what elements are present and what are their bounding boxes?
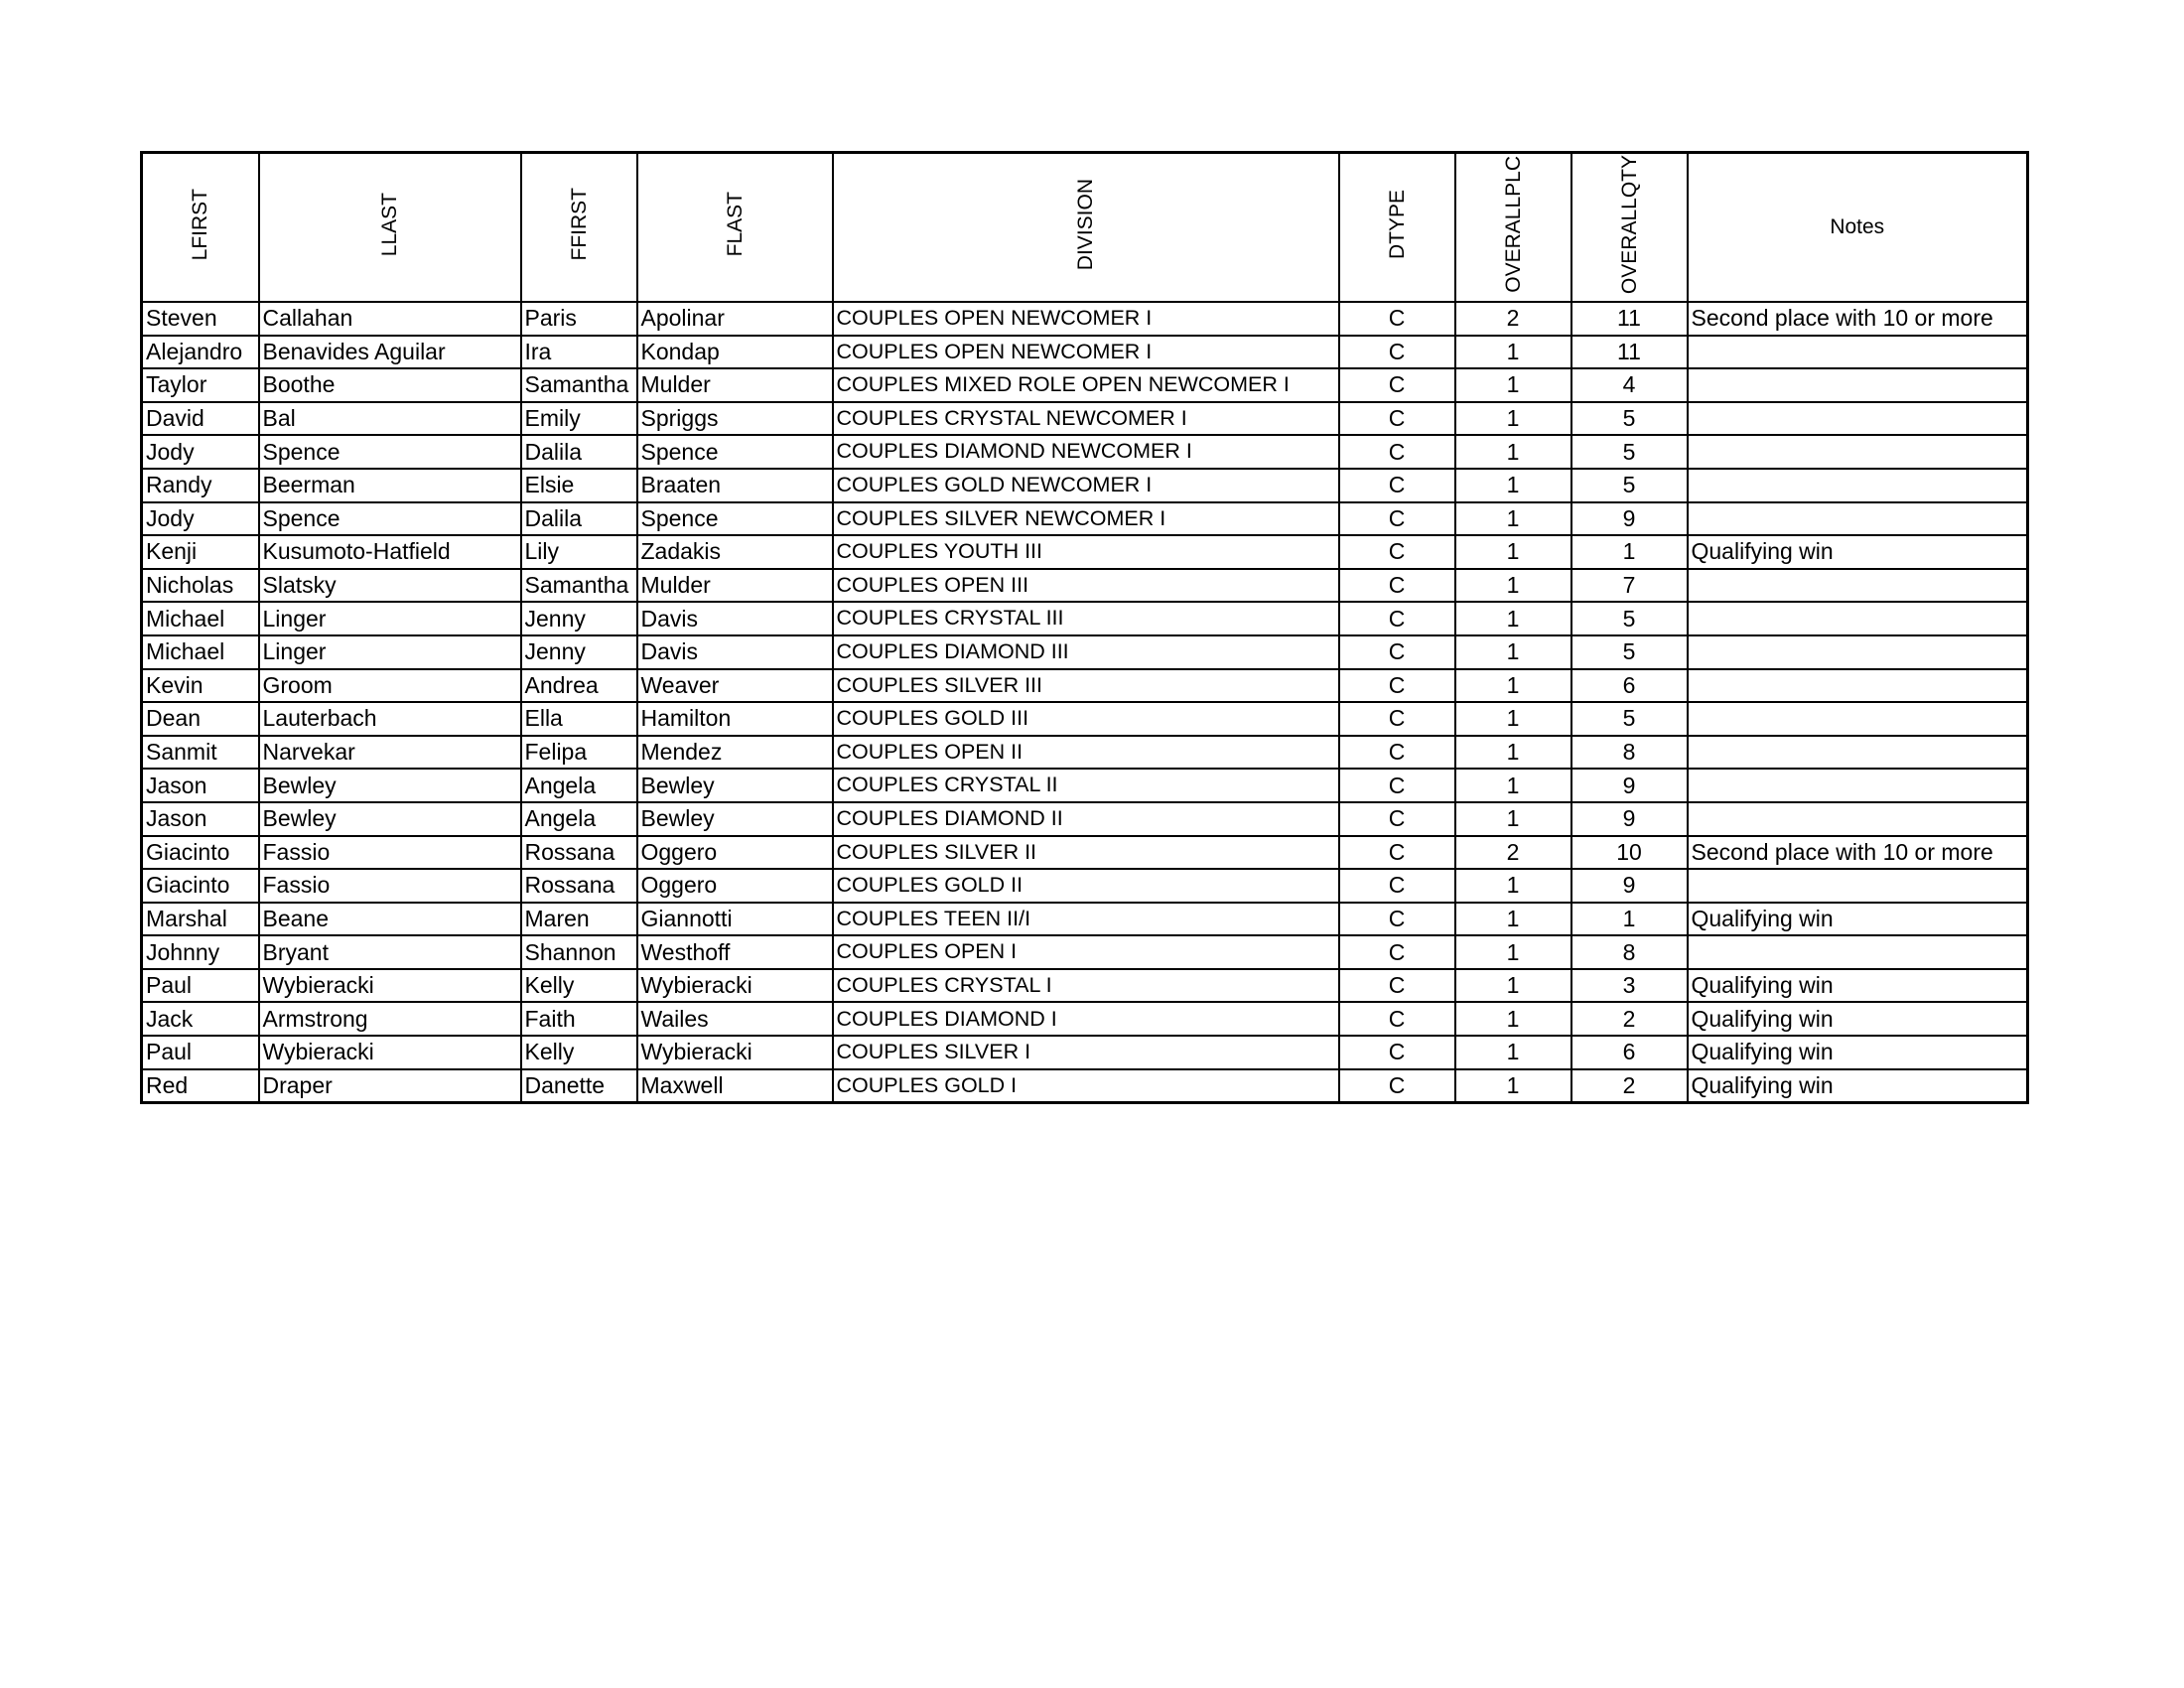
- cell-overallqty: 5: [1571, 402, 1688, 436]
- cell-overallqty: 1: [1571, 903, 1688, 936]
- cell-notes: [1688, 736, 2028, 770]
- cell-ffirst: Ella: [521, 702, 637, 736]
- cell-flast: Wybieracki: [637, 1036, 833, 1069]
- cell-overallplc: 1: [1455, 669, 1571, 703]
- cell-overallplc: 1: [1455, 1002, 1571, 1036]
- cell-lfirst: Jody: [142, 502, 259, 536]
- cell-overallplc: 1: [1455, 702, 1571, 736]
- cell-overallplc: 1: [1455, 402, 1571, 436]
- cell-division: COUPLES CRYSTAL III: [833, 602, 1339, 635]
- cell-llast: Fassio: [259, 869, 521, 903]
- cell-overallplc: 1: [1455, 602, 1571, 635]
- cell-dtype: C: [1339, 969, 1455, 1003]
- header-dtype: DTYPE: [1339, 153, 1455, 303]
- cell-overallplc: 1: [1455, 969, 1571, 1003]
- cell-lfirst: Paul: [142, 1036, 259, 1069]
- cell-flast: Oggero: [637, 869, 833, 903]
- cell-dtype: C: [1339, 569, 1455, 603]
- table-row: [142, 602, 2028, 635]
- cell-flast: Mulder: [637, 569, 833, 603]
- cell-flast: Giannotti: [637, 903, 833, 936]
- cell-lfirst: Randy: [142, 469, 259, 502]
- cell-lfirst: Giacinto: [142, 836, 259, 870]
- cell-flast: Bewley: [637, 802, 833, 836]
- table-row: [142, 402, 2028, 436]
- cell-division: COUPLES OPEN III: [833, 569, 1339, 603]
- cell-division: COUPLES CRYSTAL NEWCOMER I: [833, 402, 1339, 436]
- cell-overallqty: 1: [1571, 535, 1688, 569]
- cell-lfirst: Paul: [142, 969, 259, 1003]
- cell-flast: Wailes: [637, 1002, 833, 1036]
- cell-flast: Wybieracki: [637, 969, 833, 1003]
- cell-ffirst: Samantha: [521, 368, 637, 402]
- table-row: [142, 502, 2028, 536]
- cell-ffirst: Kelly: [521, 1036, 637, 1069]
- cell-division: COUPLES SILVER III: [833, 669, 1339, 703]
- table-row: [142, 836, 2028, 870]
- table-row: [142, 935, 2028, 969]
- cell-lfirst: Michael: [142, 635, 259, 669]
- cell-overallplc: 1: [1455, 435, 1571, 469]
- cell-llast: Wybieracki: [259, 969, 521, 1003]
- cell-notes: Qualifying win: [1688, 1069, 2028, 1103]
- cell-ffirst: Paris: [521, 302, 637, 336]
- cell-lfirst: Alejandro: [142, 336, 259, 369]
- cell-division: COUPLES SILVER NEWCOMER I: [833, 502, 1339, 536]
- cell-overallplc: 2: [1455, 836, 1571, 870]
- cell-overallplc: 1: [1455, 1069, 1571, 1103]
- cell-notes: Qualifying win: [1688, 1002, 2028, 1036]
- cell-division: COUPLES OPEN II: [833, 736, 1339, 770]
- cell-llast: Beane: [259, 903, 521, 936]
- cell-llast: Spence: [259, 502, 521, 536]
- cell-dtype: C: [1339, 669, 1455, 703]
- cell-overallqty: 11: [1571, 302, 1688, 336]
- cell-division: COUPLES OPEN I: [833, 935, 1339, 969]
- cell-overallqty: 3: [1571, 969, 1688, 1003]
- cell-overallqty: 11: [1571, 336, 1688, 369]
- table-row: [142, 635, 2028, 669]
- cell-overallqty: 6: [1571, 669, 1688, 703]
- table-row: [142, 1002, 2028, 1036]
- cell-flast: Mulder: [637, 368, 833, 402]
- table-row: [142, 736, 2028, 770]
- cell-ffirst: Samantha: [521, 569, 637, 603]
- cell-overallqty: 5: [1571, 435, 1688, 469]
- cell-overallplc: 1: [1455, 903, 1571, 936]
- cell-lfirst: Michael: [142, 602, 259, 635]
- cell-lfirst: Jack: [142, 1002, 259, 1036]
- table-row: [142, 435, 2028, 469]
- cell-llast: Narvekar: [259, 736, 521, 770]
- table-row: [142, 368, 2028, 402]
- cell-llast: Boothe: [259, 368, 521, 402]
- cell-ffirst: Lily: [521, 535, 637, 569]
- cell-notes: [1688, 569, 2028, 603]
- cell-notes: Qualifying win: [1688, 535, 2028, 569]
- cell-flast: Weaver: [637, 669, 833, 703]
- cell-division: COUPLES YOUTH III: [833, 535, 1339, 569]
- cell-flast: Spriggs: [637, 402, 833, 436]
- cell-dtype: C: [1339, 535, 1455, 569]
- cell-notes: [1688, 635, 2028, 669]
- cell-overallqty: 8: [1571, 935, 1688, 969]
- table-row: [142, 802, 2028, 836]
- cell-dtype: C: [1339, 1036, 1455, 1069]
- cell-overallplc: 1: [1455, 368, 1571, 402]
- header-overallqty: OVERALLQTY: [1571, 153, 1688, 303]
- cell-ffirst: Faith: [521, 1002, 637, 1036]
- cell-ffirst: Elsie: [521, 469, 637, 502]
- table-body: [142, 302, 2028, 1103]
- cell-overallqty: 5: [1571, 702, 1688, 736]
- cell-llast: Benavides Aguilar: [259, 336, 521, 369]
- cell-llast: Spence: [259, 435, 521, 469]
- cell-division: COUPLES CRYSTAL II: [833, 769, 1339, 802]
- cell-flast: Spence: [637, 502, 833, 536]
- header-ffirst: FFIRST: [521, 153, 637, 303]
- cell-ffirst: Rossana: [521, 836, 637, 870]
- cell-overallqty: 5: [1571, 469, 1688, 502]
- cell-dtype: C: [1339, 469, 1455, 502]
- header-division: DIVISION: [833, 153, 1339, 303]
- cell-overallqty: 5: [1571, 635, 1688, 669]
- cell-flast: Bewley: [637, 769, 833, 802]
- cell-llast: Kusumoto-Hatfield: [259, 535, 521, 569]
- cell-overallplc: 1: [1455, 569, 1571, 603]
- table-row: [142, 702, 2028, 736]
- cell-llast: Bewley: [259, 802, 521, 836]
- cell-notes: [1688, 669, 2028, 703]
- cell-lfirst: Jody: [142, 435, 259, 469]
- header-row: [142, 153, 2028, 303]
- cell-lfirst: Giacinto: [142, 869, 259, 903]
- cell-ffirst: Felipa: [521, 736, 637, 770]
- cell-dtype: C: [1339, 836, 1455, 870]
- cell-dtype: C: [1339, 903, 1455, 936]
- cell-overallplc: 1: [1455, 502, 1571, 536]
- cell-llast: Wybieracki: [259, 1036, 521, 1069]
- cell-dtype: C: [1339, 502, 1455, 536]
- cell-overallqty: 10: [1571, 836, 1688, 870]
- cell-ffirst: Emily: [521, 402, 637, 436]
- cell-lfirst: Red: [142, 1069, 259, 1103]
- table-row: [142, 469, 2028, 502]
- cell-overallplc: 1: [1455, 769, 1571, 802]
- cell-dtype: C: [1339, 368, 1455, 402]
- cell-ffirst: Maren: [521, 903, 637, 936]
- cell-overallplc: 1: [1455, 802, 1571, 836]
- header-flast: FLAST: [637, 153, 833, 303]
- cell-llast: Linger: [259, 602, 521, 635]
- cell-lfirst: Jason: [142, 802, 259, 836]
- header-llast: LLAST: [259, 153, 521, 303]
- cell-overallplc: 1: [1455, 535, 1571, 569]
- cell-overallqty: 9: [1571, 502, 1688, 536]
- cell-overallplc: 1: [1455, 869, 1571, 903]
- cell-notes: Qualifying win: [1688, 1036, 2028, 1069]
- header-lfirst: LFIRST: [142, 153, 259, 303]
- cell-ffirst: Dalila: [521, 435, 637, 469]
- cell-dtype: C: [1339, 736, 1455, 770]
- cell-notes: [1688, 402, 2028, 436]
- cell-overallqty: 5: [1571, 602, 1688, 635]
- cell-dtype: C: [1339, 635, 1455, 669]
- cell-lfirst: Sanmit: [142, 736, 259, 770]
- cell-flast: Kondap: [637, 336, 833, 369]
- table-header: [142, 153, 2028, 303]
- cell-division: COUPLES GOLD I: [833, 1069, 1339, 1103]
- cell-dtype: C: [1339, 802, 1455, 836]
- results-table: [140, 151, 2029, 1104]
- table-row: [142, 569, 2028, 603]
- cell-dtype: C: [1339, 869, 1455, 903]
- cell-division: COUPLES GOLD II: [833, 869, 1339, 903]
- cell-ffirst: Shannon: [521, 935, 637, 969]
- cell-lfirst: Nicholas: [142, 569, 259, 603]
- cell-ffirst: Ira: [521, 336, 637, 369]
- cell-ffirst: Angela: [521, 769, 637, 802]
- cell-overallqty: 9: [1571, 802, 1688, 836]
- table-row: [142, 1036, 2028, 1069]
- cell-notes: [1688, 435, 2028, 469]
- cell-notes: Second place with 10 or more: [1688, 302, 2028, 336]
- cell-lfirst: Jason: [142, 769, 259, 802]
- cell-ffirst: Jenny: [521, 635, 637, 669]
- cell-overallqty: 9: [1571, 869, 1688, 903]
- cell-dtype: C: [1339, 602, 1455, 635]
- cell-dtype: C: [1339, 302, 1455, 336]
- cell-llast: Armstrong: [259, 1002, 521, 1036]
- cell-notes: [1688, 368, 2028, 402]
- cell-lfirst: Marshal: [142, 903, 259, 936]
- cell-notes: [1688, 502, 2028, 536]
- cell-notes: Second place with 10 or more: [1688, 836, 2028, 870]
- cell-notes: Qualifying win: [1688, 969, 2028, 1003]
- cell-overallplc: 2: [1455, 302, 1571, 336]
- table-row: [142, 969, 2028, 1003]
- cell-overallqty: 4: [1571, 368, 1688, 402]
- cell-flast: Spence: [637, 435, 833, 469]
- cell-division: COUPLES DIAMOND I: [833, 1002, 1339, 1036]
- cell-notes: [1688, 469, 2028, 502]
- cell-overallplc: 1: [1455, 336, 1571, 369]
- cell-overallplc: 1: [1455, 635, 1571, 669]
- cell-lfirst: Steven: [142, 302, 259, 336]
- cell-division: COUPLES GOLD NEWCOMER I: [833, 469, 1339, 502]
- cell-flast: Braaten: [637, 469, 833, 502]
- cell-dtype: C: [1339, 1002, 1455, 1036]
- cell-overallqty: 2: [1571, 1002, 1688, 1036]
- cell-flast: Davis: [637, 602, 833, 635]
- cell-overallqty: 7: [1571, 569, 1688, 603]
- cell-notes: [1688, 336, 2028, 369]
- cell-ffirst: Jenny: [521, 602, 637, 635]
- cell-notes: [1688, 869, 2028, 903]
- cell-llast: Bryant: [259, 935, 521, 969]
- cell-dtype: C: [1339, 769, 1455, 802]
- cell-llast: Bewley: [259, 769, 521, 802]
- cell-overallqty: 2: [1571, 1069, 1688, 1103]
- cell-notes: [1688, 702, 2028, 736]
- cell-division: COUPLES CRYSTAL I: [833, 969, 1339, 1003]
- cell-ffirst: Angela: [521, 802, 637, 836]
- cell-division: COUPLES DIAMOND III: [833, 635, 1339, 669]
- cell-notes: [1688, 602, 2028, 635]
- cell-llast: Callahan: [259, 302, 521, 336]
- cell-division: COUPLES SILVER II: [833, 836, 1339, 870]
- cell-dtype: C: [1339, 402, 1455, 436]
- cell-dtype: C: [1339, 935, 1455, 969]
- cell-overallqty: 6: [1571, 1036, 1688, 1069]
- cell-overallplc: 1: [1455, 935, 1571, 969]
- cell-llast: Lauterbach: [259, 702, 521, 736]
- cell-division: COUPLES OPEN NEWCOMER I: [833, 336, 1339, 369]
- cell-lfirst: Taylor: [142, 368, 259, 402]
- cell-flast: Zadakis: [637, 535, 833, 569]
- cell-llast: Linger: [259, 635, 521, 669]
- table-row: [142, 769, 2028, 802]
- header-notes: Notes: [1688, 153, 2028, 303]
- cell-dtype: C: [1339, 336, 1455, 369]
- cell-overallqty: 8: [1571, 736, 1688, 770]
- cell-llast: Draper: [259, 1069, 521, 1103]
- cell-llast: Groom: [259, 669, 521, 703]
- cell-ffirst: Kelly: [521, 969, 637, 1003]
- cell-division: COUPLES SILVER I: [833, 1036, 1339, 1069]
- table-row: [142, 669, 2028, 703]
- cell-dtype: C: [1339, 1069, 1455, 1103]
- cell-lfirst: David: [142, 402, 259, 436]
- cell-lfirst: Dean: [142, 702, 259, 736]
- cell-division: COUPLES GOLD III: [833, 702, 1339, 736]
- cell-llast: Bal: [259, 402, 521, 436]
- cell-division: COUPLES MIXED ROLE OPEN NEWCOMER I: [833, 368, 1339, 402]
- cell-flast: Maxwell: [637, 1069, 833, 1103]
- cell-ffirst: Danette: [521, 1069, 637, 1103]
- cell-notes: Qualifying win: [1688, 903, 2028, 936]
- cell-division: COUPLES DIAMOND II: [833, 802, 1339, 836]
- table-row: [142, 302, 2028, 336]
- table-row: [142, 1069, 2028, 1103]
- cell-llast: Beerman: [259, 469, 521, 502]
- header-overallplc: OVERALLPLC: [1455, 153, 1571, 303]
- table-row: [142, 336, 2028, 369]
- cell-notes: [1688, 769, 2028, 802]
- table-row: [142, 869, 2028, 903]
- cell-overallqty: 9: [1571, 769, 1688, 802]
- cell-ffirst: Rossana: [521, 869, 637, 903]
- cell-llast: Fassio: [259, 836, 521, 870]
- cell-division: COUPLES OPEN NEWCOMER I: [833, 302, 1339, 336]
- cell-flast: Apolinar: [637, 302, 833, 336]
- cell-division: COUPLES TEEN II/I: [833, 903, 1339, 936]
- cell-flast: Oggero: [637, 836, 833, 870]
- cell-lfirst: Johnny: [142, 935, 259, 969]
- cell-notes: [1688, 802, 2028, 836]
- cell-overallplc: 1: [1455, 1036, 1571, 1069]
- cell-notes: [1688, 935, 2028, 969]
- cell-flast: Mendez: [637, 736, 833, 770]
- cell-lfirst: Kenji: [142, 535, 259, 569]
- cell-overallplc: 1: [1455, 736, 1571, 770]
- cell-ffirst: Andrea: [521, 669, 637, 703]
- cell-llast: Slatsky: [259, 569, 521, 603]
- cell-lfirst: Kevin: [142, 669, 259, 703]
- cell-division: COUPLES DIAMOND NEWCOMER I: [833, 435, 1339, 469]
- cell-dtype: C: [1339, 702, 1455, 736]
- cell-overallplc: 1: [1455, 469, 1571, 502]
- cell-dtype: C: [1339, 435, 1455, 469]
- table-row: [142, 535, 2028, 569]
- table-row: [142, 903, 2028, 936]
- cell-flast: Westhoff: [637, 935, 833, 969]
- cell-flast: Hamilton: [637, 702, 833, 736]
- cell-flast: Davis: [637, 635, 833, 669]
- cell-ffirst: Dalila: [521, 502, 637, 536]
